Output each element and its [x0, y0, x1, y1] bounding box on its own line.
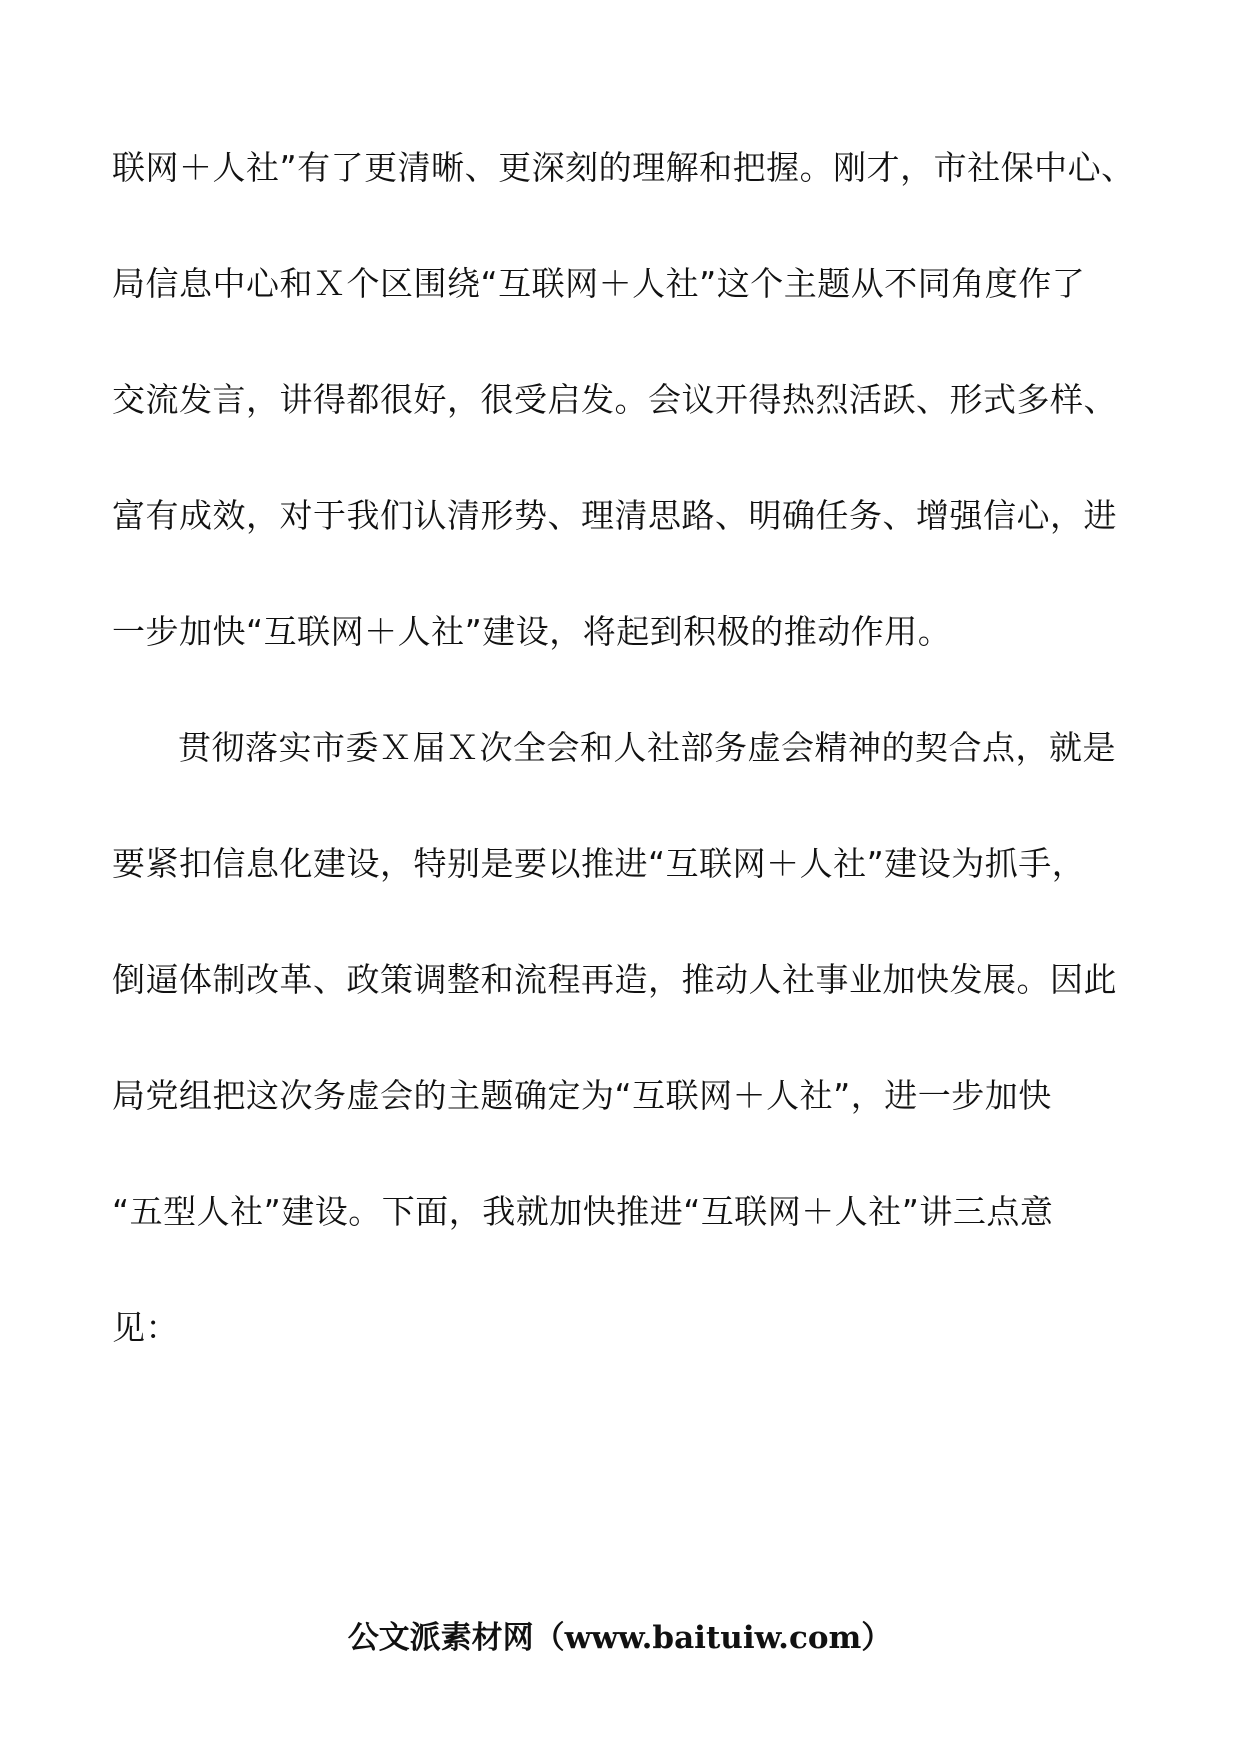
paragraph-line: 联网＋人社”有了更清晰、更深刻的理解和把握。刚才，市社保中心、: [112, 148, 1135, 187]
paragraph-line: 贯彻落实市委Ｘ届Ｘ次全会和人社部务虚会精神的契合点，就是: [178, 728, 1116, 767]
paragraph-line: 一步加快“互联网＋人社”建设，将起到积极的推动作用。: [112, 612, 952, 651]
paragraph-line: 局信息中心和Ｘ个区围绕“互联网＋人社”这个主题从不同角度作了: [112, 264, 1086, 303]
paragraph-line: 见：: [112, 1308, 179, 1347]
paragraph-line: “五型人社”建设。下面，我就加快推进“互联网＋人社”讲三点意: [112, 1192, 1054, 1231]
paragraph-line: 局党组把这次务虚会的主题确定为“互联网＋人社”，进一步加快: [112, 1076, 1052, 1115]
paragraph-line: 要紧扣信息化建设，特别是要以推进“互联网＋人社”建设为抓手，: [112, 844, 1086, 883]
footer-watermark-text: 公文派素材网（www.baituiw.com）: [347, 1620, 893, 1656]
paragraph-line: 倒逼体制改革、政策调整和流程再造，推动人社事业加快发展。因此: [112, 960, 1117, 999]
paragraph-line: 交流发言，讲得都很好，很受启发。会议开得热烈活跃、形式多样、: [112, 380, 1117, 419]
paragraph-line: 富有成效，对于我们认清形势、理清思路、明确任务、增强信心，进: [112, 496, 1117, 535]
